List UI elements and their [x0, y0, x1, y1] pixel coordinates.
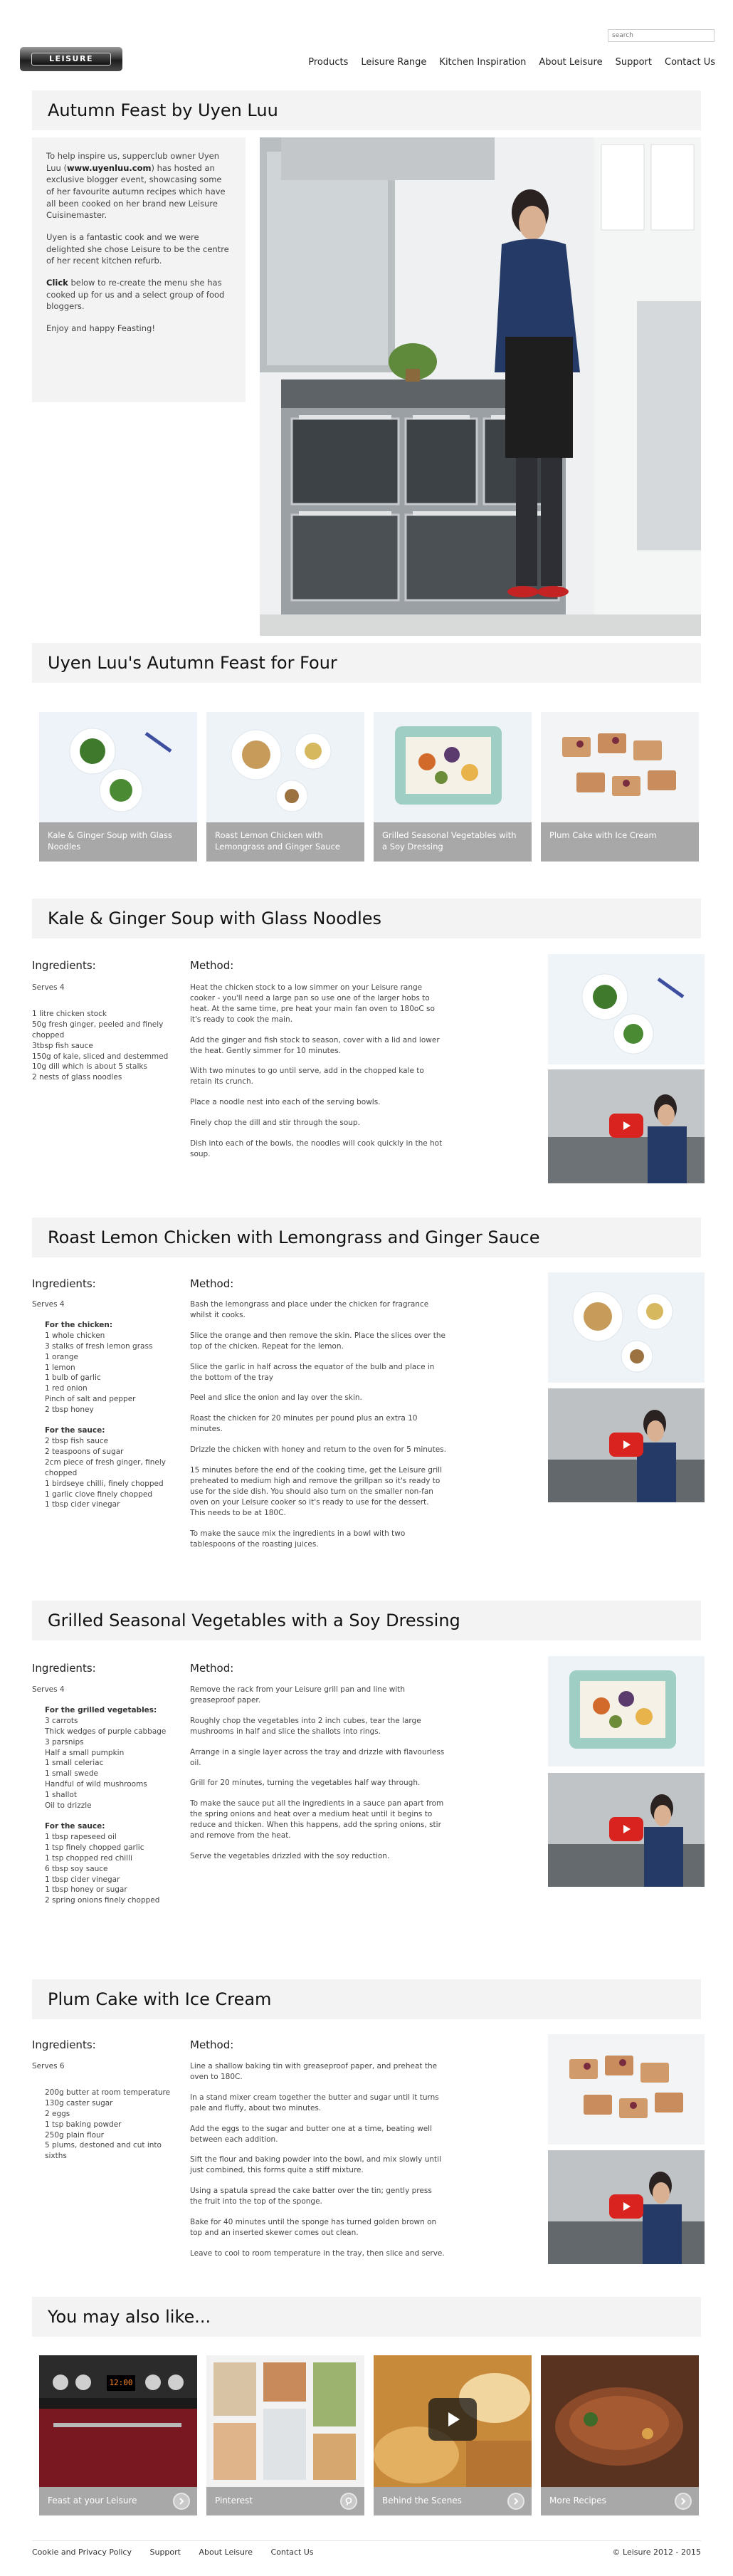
soup-ingredients: [32, 983, 181, 1083]
plum-cake-method-heading: Method:: [190, 2038, 234, 2051]
ingredient-item: 3 stalks of fresh lemon grass: [45, 1341, 153, 1351]
footer-contact-us[interactable]: Contact Us: [270, 2548, 314, 2557]
ingredient-subheading: For the grilled vegetables:: [45, 1705, 157, 1714]
ingredient-item: 2 nests of glass noodles: [32, 1073, 122, 1082]
leisure-logo[interactable]: [20, 47, 122, 71]
plum-cake-title: Plum Cake with Ice Cream: [48, 1989, 272, 2009]
feast-title-bar: [32, 643, 701, 683]
method-step: Arrange in a single layer across the tray and drizzle with flavourless oil.: [190, 1747, 445, 1767]
behind-scenes-caption: Behind the Scenes: [374, 2487, 532, 2515]
vegetables-serves: Serves 4: [32, 1685, 65, 1694]
ingredient-item: 1 tsp finely chopped garlic: [45, 1843, 144, 1852]
ingredient-item: 1 birdseye chilli, finely chopped: [45, 1479, 164, 1488]
method-step: Peel and slice the onion and lay over the skin.: [190, 1393, 362, 1403]
method-step: Bash the lemongrass and place under the chicken for fragrance whilst it cooks.: [190, 1300, 429, 1319]
ingredient-item: 1 tbsp cider vinegar: [45, 1875, 120, 1884]
footer-support[interactable]: Support: [149, 2548, 181, 2557]
intro-paragraph-3: Click below to re-create the menu she has cooked up for us and a select group of food bloggers.: [46, 278, 225, 312]
like-card-pinterest[interactable]: [206, 2355, 364, 2515]
logo-text: LEISURE: [31, 53, 111, 66]
chicken-photo: [548, 1272, 705, 1383]
arrow-right-icon[interactable]: [507, 2493, 524, 2510]
ingredient-item: Oil to drizzle: [45, 1801, 92, 1811]
youtube-play-icon[interactable]: [609, 1817, 643, 1841]
main-nav: [302, 56, 722, 70]
method-step: With two minutes to go until serve, add in the chopped kale to retain its crunch.: [190, 1067, 424, 1087]
site-header: [0, 0, 733, 85]
method-step: Serve the vegetables drizzled with the soy reduction.: [190, 1851, 390, 1860]
plum-cake-photo: [548, 2034, 705, 2145]
soup-method-heading: Method:: [190, 959, 234, 972]
ingredient-item: 1 shallot: [45, 1791, 77, 1800]
plum-cake-ingredients-heading: Ingredients:: [32, 2038, 96, 2051]
more-recipes-caption: More Recipes: [541, 2487, 699, 2515]
plum-cake-caption: Plum Cake with Ice Cream: [541, 822, 699, 862]
method-step: Leave to cool to room temperature in the tray, then slice and serve.: [190, 2248, 445, 2258]
like-card-feast[interactable]: [39, 2355, 197, 2515]
method-step: Remove the rack from your Leisure grill pan and line with greaseproof paper.: [190, 1685, 406, 1705]
pinterest-image: [206, 2355, 364, 2487]
ingredient-item: 200g butter at room temperature: [45, 2088, 171, 2097]
vegetables-method-heading: Method:: [190, 1662, 234, 1675]
ingredient-item: 130g caster sugar: [45, 2098, 113, 2108]
video-play-icon[interactable]: [428, 2398, 477, 2441]
ingredient-item: 3tbsp fish sauce: [32, 1041, 93, 1050]
nav-leisure-range[interactable]: Leisure Range: [361, 57, 427, 68]
arrow-right-icon[interactable]: [173, 2493, 190, 2510]
ingredient-item: 1 red onion: [45, 1384, 88, 1393]
vegetables-video[interactable]: [548, 1773, 705, 1887]
nav-about-leisure[interactable]: About Leisure: [539, 57, 603, 68]
method-step: Add the ginger and fish stock to season, cover with a lid and lower the heat. Gently simmer for 10 minutes.: [190, 1035, 440, 1055]
ingredient-item: 1 small swede: [45, 1769, 98, 1779]
chicken-method: [190, 1299, 446, 1559]
chicken-title: Roast Lemon Chicken with Lemongrass and Ginger Sauce: [48, 1227, 540, 1247]
page-title: Autumn Feast by Uyen Luu: [48, 100, 278, 120]
feast-promo-image: [39, 2355, 197, 2487]
soup-photo: [548, 954, 705, 1064]
ingredient-item: Handful of wild mushrooms: [45, 1780, 147, 1789]
recipe-card-plum-cake[interactable]: [541, 712, 699, 862]
search-input[interactable]: [608, 29, 714, 42]
vegetables-title: Grilled Seasonal Vegetables with a Soy Dressing: [48, 1610, 460, 1630]
intro-paragraph-2: Uyen is a fantastic cook and we were delighted she chose Leisure to be the centre of her recent kitchen refurb.: [46, 232, 229, 266]
like-card-behind-scenes[interactable]: [374, 2355, 532, 2515]
ingredient-item: Pinch of salt and pepper: [45, 1395, 136, 1404]
method-step: Roughly chop the vegetables into 2 inch cubes, tear the large mushrooms in half and slice the shallots into rings.: [190, 1716, 421, 1736]
vegetables-ingredients-heading: Ingredients:: [32, 1662, 96, 1675]
intro-panel: [32, 137, 246, 402]
ingredient-item: 3 parsnips: [45, 1737, 84, 1747]
ingredient-item: 1 small celeriac: [45, 1759, 104, 1768]
recipe-card-vegetables[interactable]: [374, 712, 532, 862]
soup-title-bar: [32, 899, 701, 938]
ingredient-subheading: For the chicken:: [45, 1320, 113, 1329]
method-step: Drizzle the chicken with honey and return to the oven for 5 minutes.: [190, 1445, 446, 1455]
vegetables-title-bar: [32, 1601, 701, 1640]
plum-cake-ingredients: [32, 2061, 181, 2162]
plum-cake-serves: Serves 6: [32, 2062, 65, 2070]
ingredient-item: 150g of kale, sliced and destemmed: [32, 1052, 169, 1061]
feast-title: Uyen Luu's Autumn Feast for Four: [48, 652, 337, 673]
site-footer: [32, 2540, 701, 2558]
method-step: To make the sauce mix the ingredients in a bowl with two tablespoons of the roasting juices.: [190, 1529, 406, 1549]
method-step: Dish into each of the bowls, the noodles will cook quickly in the hot soup.: [190, 1139, 443, 1158]
chicken-ingredients: [32, 1299, 181, 1510]
method-step: Using a spatula spread the cake batter over the tin; gently press the fruit into the top of the sponge.: [190, 2187, 432, 2206]
chicken-serves: Serves 4: [32, 1300, 65, 1309]
also-like-title-bar: [32, 2297, 701, 2337]
soup-serves: Serves 4: [32, 983, 65, 992]
method-step: In a stand mixer cream together the butter and sugar until it turns pale and fluffy, about two minutes.: [190, 2093, 439, 2112]
ingredient-item: 1 tsp chopped red chilli: [45, 1853, 132, 1863]
plum-cake-method: [190, 2061, 446, 2269]
method-step: Finely chop the dill and stir through the soup.: [190, 1119, 360, 1128]
method-step: Sift the flour and baking powder into the bowl, and mix slowly until just combined, this forms quite a stiff mixture.: [190, 2155, 441, 2175]
ingredient-subheading: For the sauce:: [45, 1426, 105, 1435]
hero-image: [260, 137, 701, 636]
nav-products[interactable]: Products: [308, 57, 349, 68]
ingredient-item: 250g plain flour: [45, 2130, 104, 2140]
soup-method: [190, 983, 446, 1170]
vegetables-caption: Grilled Seasonal Vegetables with a Soy Dressing: [374, 822, 532, 862]
method-step: Place a noodle nest into each of the serving bowls.: [190, 1098, 381, 1107]
nav-support[interactable]: Support: [615, 57, 652, 68]
ingredient-item: 2 teaspoons of sugar: [45, 1447, 124, 1456]
uyenluu-link[interactable]: www.uyenluu.com: [66, 162, 152, 173]
soup-thumbnail: [39, 712, 197, 822]
plum-cake-thumbnail: [541, 712, 699, 822]
feast-caption: Feast at your Leisure: [39, 2487, 197, 2515]
ingredient-item: 5 plums, destoned and cut into sixths: [45, 2141, 162, 2161]
method-step: Bake for 40 minutes until the sponge has turned golden brown on top and an inserted skewer comes out clean.: [190, 2218, 437, 2237]
pinterest-caption: Pinterest: [206, 2487, 364, 2515]
youtube-play-icon[interactable]: [609, 1114, 643, 1138]
nav-kitchen-inspiration[interactable]: Kitchen Inspiration: [439, 57, 527, 68]
vegetables-method: [190, 1685, 446, 1872]
footer-about-leisure[interactable]: About Leisure: [199, 2548, 253, 2557]
soup-video[interactable]: [548, 1069, 705, 1183]
ingredient-item: 3 carrots: [45, 1716, 78, 1725]
method-step: Add the eggs to the sugar and butter one at a time, beating well between each addition.: [190, 2124, 432, 2144]
youtube-play-icon[interactable]: [609, 2194, 643, 2219]
recipe-card-chicken[interactable]: [206, 712, 364, 862]
method-step: To make the sauce put all the ingredients in a sauce pan apart from the spring onions and heat over a medium heat until it begins to reduce and thicken. When this happens, add the spring onions, stir and remove from the heat.: [190, 1799, 444, 1841]
plum-cake-video[interactable]: [548, 2150, 705, 2264]
ingredient-item: 1 tbsp rapeseed oil: [45, 1832, 117, 1841]
method-step: Roast the chicken for 20 minutes per pound plus an extra 10 minutes.: [190, 1414, 418, 1434]
ingredient-item: 1 tbsp cider vinegar: [45, 1500, 120, 1509]
ingredient-item: 1 tsp baking powder: [45, 2120, 122, 2129]
ingredient-item: 2 tbsp fish sauce: [45, 1436, 109, 1445]
intro-paragraph-1: To help inspire us, supperclub owner Uyen Luu (www.uyenluu.com) has hosted an exclusive blogger event, showcasing some of her favourite autumn recipes which have all been cooked on her brand new Leisure Cuisinemaster.: [46, 151, 226, 221]
copyright: © Leisure 2012 - 2015: [612, 2548, 701, 2557]
footer-links: [32, 2547, 329, 2558]
clock-display: 12:00: [109, 2378, 133, 2388]
ingredient-item: 2 tbsp honey: [45, 1405, 94, 1415]
vegetables-photo: [548, 1656, 705, 1766]
recipe-card-soup[interactable]: [39, 712, 197, 862]
method-step: Heat the chicken stock to a low simmer on your Leisure range cooker - you'll need a large pan so use one of the larger hobs to heat. At the same time, pre heat your main fan oven to 180oC so it's ready to cook the main.: [190, 983, 435, 1024]
intro-title-bar: [32, 90, 701, 130]
chicken-thumbnail: [206, 712, 364, 822]
more-recipes-image: [541, 2355, 699, 2487]
ingredient-item: 1 litre chicken stock: [32, 1009, 107, 1018]
method-step: Grill for 20 minutes, turning the vegetables half way through.: [190, 1779, 421, 1788]
vegetables-ingredients: [32, 1685, 181, 1906]
chicken-caption: Roast Lemon Chicken with Lemongrass and Ginger Sauce: [206, 822, 364, 862]
ingredient-item: Half a small pumpkin: [45, 1748, 125, 1757]
intro-paragraph-4: Enjoy and happy Feasting!: [46, 323, 155, 334]
ingredient-subheading: For the sauce:: [45, 1821, 105, 1831]
ingredient-item: 1 whole chicken: [45, 1331, 105, 1340]
ingredient-item: Thick wedges of purple cabbage: [45, 1727, 167, 1736]
method-step: Slice the orange and then remove the skin. Place the slices over the top of the chicken. Repeat for the lemon.: [190, 1331, 445, 1351]
ingredient-item: 1 garlic clove finely chopped: [45, 1489, 153, 1499]
pinterest-icon[interactable]: [340, 2493, 357, 2510]
ingredient-item: 1 tbsp honey or sugar: [45, 1885, 127, 1895]
plum-cake-title-bar: [32, 1979, 701, 2019]
behind-scenes-image: [374, 2355, 532, 2487]
vegetables-thumbnail: [374, 712, 532, 822]
chicken-title-bar: [32, 1218, 701, 1257]
soup-ingredients-heading: Ingredients:: [32, 959, 96, 972]
ingredient-item: 10g dill which is about 5 stalks: [32, 1062, 147, 1072]
ingredient-item: 1 lemon: [45, 1363, 75, 1372]
also-like-title: You may also like...: [48, 2306, 211, 2327]
soup-title: Kale & Ginger Soup with Glass Noodles: [48, 908, 382, 928]
method-step: Slice the garlic in half across the equator of the bulb and place in the bottom of the tray: [190, 1362, 435, 1382]
nav-contact-us[interactable]: Contact Us: [665, 57, 715, 68]
method-step: 15 minutes before the end of the cooking time, get the Leisure grill preheated to medium high and remove the grillpan so it's ready to use for the side dish. You should also turn on the smaller non-fan oven on your Leisure cooker so it's ready to use for the dessert. This needs to be at 180C.: [190, 1466, 442, 1517]
ingredient-item: 2 eggs: [45, 2109, 70, 2118]
like-card-more-recipes[interactable]: [541, 2355, 699, 2515]
method-step: Line a shallow baking tin with greaseproof paper, and preheat the oven to 180C.: [190, 2062, 438, 2081]
ingredient-item: 2 spring onions finely chopped: [45, 1896, 160, 1905]
ingredient-item: 1 bulb of garlic: [45, 1373, 101, 1383]
chicken-ingredients-heading: Ingredients:: [32, 1277, 96, 1290]
youtube-play-icon[interactable]: [609, 1433, 643, 1457]
ingredient-item: 1 orange: [45, 1352, 78, 1361]
chicken-video[interactable]: [548, 1388, 705, 1502]
ingredient-item: 6 tbsp soy sauce: [45, 1864, 108, 1873]
footer-cookie-privacy[interactable]: Cookie and Privacy Policy: [32, 2548, 132, 2557]
chicken-method-heading: Method:: [190, 1277, 234, 1290]
soup-caption: Kale & Ginger Soup with Glass Noodles: [39, 822, 197, 862]
ingredient-item: 2cm piece of fresh ginger, finely chopped: [45, 1457, 167, 1477]
arrow-right-icon[interactable]: [675, 2493, 692, 2510]
ingredient-item: 50g fresh ginger, peeled and finely chopped: [32, 1020, 164, 1040]
